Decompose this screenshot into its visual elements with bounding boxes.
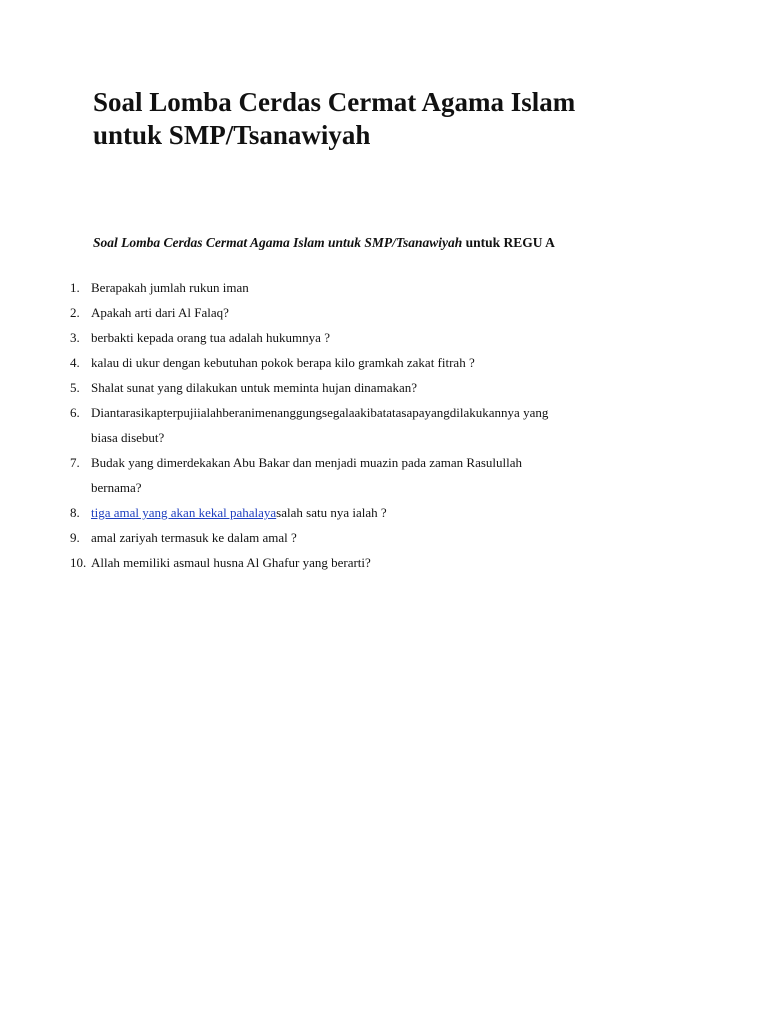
question-text: Apakah arti dari Al Falaq?	[91, 305, 229, 320]
question-link[interactable]: tiga amal yang akan kekal pahalaya	[91, 505, 277, 520]
question-number: 8.	[70, 505, 80, 520]
question-item	[62, 450, 682, 500]
question-text: salah satu nya ialah ?	[276, 505, 387, 520]
question-number: 5.	[70, 380, 80, 395]
question-number: 7.	[70, 455, 80, 470]
question-text: berbakti kepada orang tua adalah hukumnya ?	[91, 330, 330, 345]
question-number: 9.	[70, 530, 80, 545]
title-line-2: untuk SMP/Tsanawiyah	[93, 120, 371, 150]
question-number: 6.	[70, 405, 80, 420]
question-item	[62, 400, 682, 450]
question-text: Allah memiliki asmaul husna Al Ghafur yang berarti?	[91, 555, 371, 570]
question-item	[62, 300, 682, 325]
question-text: Diantarasikapterpujiialahberanimenanggungsegalaakibatatasapayangdilakukannya yang	[91, 405, 549, 420]
subtitle	[93, 235, 733, 251]
question-text: Shalat sunat yang dilakukan untuk meminta hujan dinamakan?	[91, 380, 418, 395]
question-item	[62, 275, 682, 300]
question-text: Budak yang dimerdekakan Abu Bakar dan menjadi muazin pada zaman Rasulullah	[91, 455, 523, 470]
question-number: 2.	[70, 305, 80, 320]
question-item	[62, 350, 682, 375]
question-text: amal zariyah termasuk ke dalam amal ?	[91, 530, 297, 545]
question-item	[62, 550, 682, 575]
question-item	[62, 500, 682, 525]
question-text: Berapakah jumlah rukun iman	[91, 280, 249, 295]
subtitle-rest: untuk REGU A	[462, 235, 555, 250]
question-text: kalau di ukur dengan kebutuhan pokok berapa kilo gramkah zakat fitrah ?	[91, 355, 475, 370]
question-item	[62, 325, 682, 350]
question-text-continuation: biasa disebut?	[91, 430, 165, 445]
question-item	[62, 525, 682, 550]
title-line-1: Soal Lomba Cerdas Cermat Agama Islam	[93, 87, 576, 117]
subtitle-italic: Soal Lomba Cerdas Cermat Agama Islam untuk SMP/Tsanawiyah	[93, 235, 463, 250]
question-text-continuation: bernama?	[91, 480, 142, 495]
question-item	[62, 375, 682, 400]
question-list	[62, 275, 682, 575]
question-number: 4.	[70, 355, 80, 370]
question-number: 1.	[70, 280, 80, 295]
question-number: 10.	[70, 555, 87, 570]
page-title	[93, 86, 713, 152]
question-number: 3.	[70, 330, 80, 345]
